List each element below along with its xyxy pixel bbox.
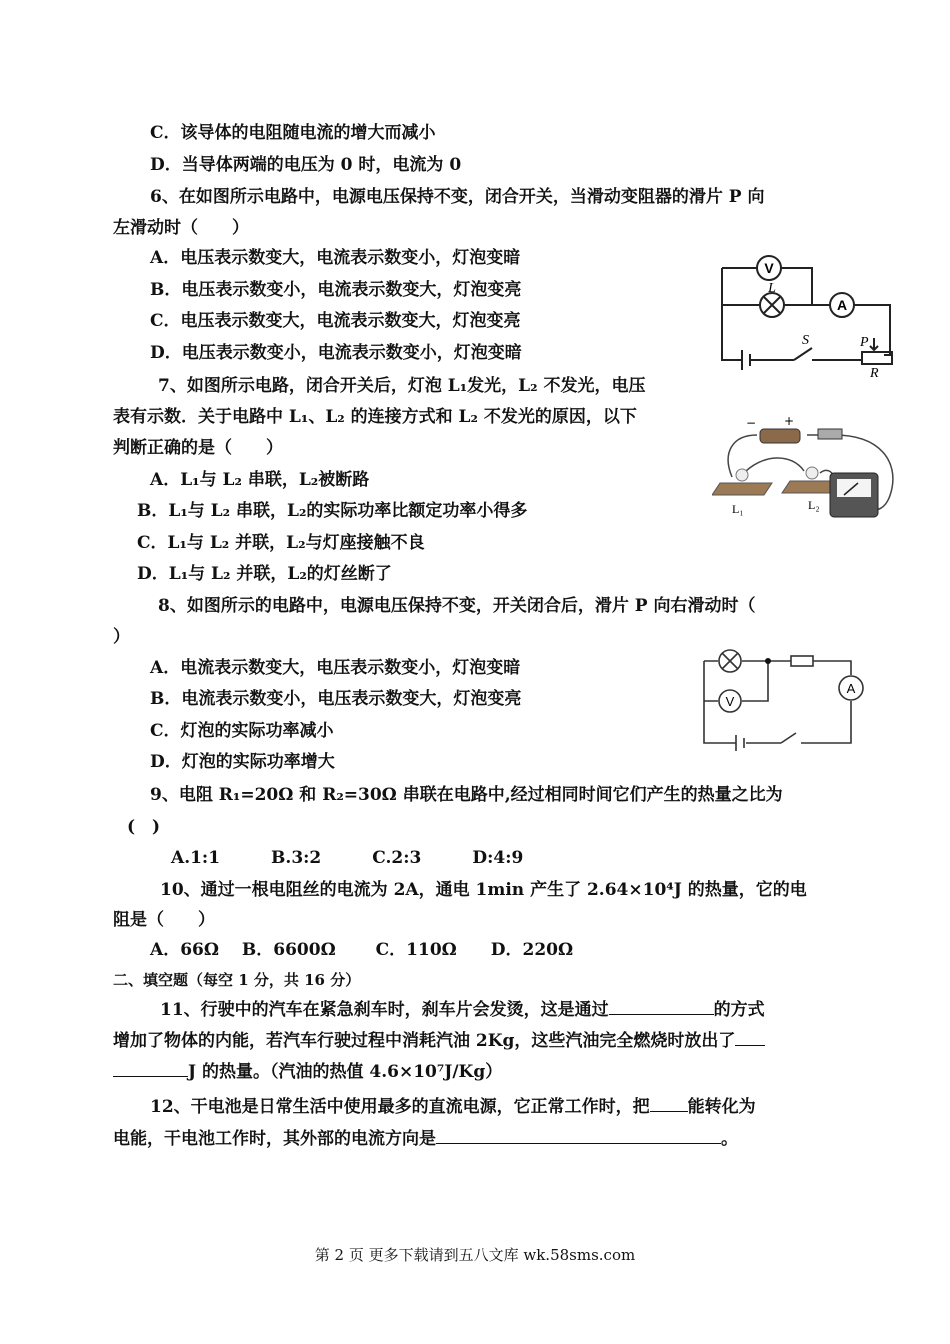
fig1-switch-label: S — [802, 333, 809, 348]
q11-stem-line2 — [113, 1027, 765, 1053]
q7-option-a: A．L₁与 L₂ 串联，L₂被断路 — [150, 470, 370, 490]
fig2-l1-label: L₁ — [732, 502, 744, 516]
fig3-voltmeter-label: V — [725, 694, 735, 709]
fig2-switch — [818, 429, 842, 439]
q9-stem-line1: 9、电阻 R₁=20Ω 和 R₂=30Ω 串联在电路中,经过相同时间它们产生的热量之比为 — [150, 785, 783, 805]
q7-option-b: B．L₁与 L₂ 串联，L₂的实际功率比额定功率小得多 — [137, 501, 528, 521]
q12-stem-line2 — [113, 1125, 738, 1151]
q12-text-part4: 。 — [721, 1129, 738, 1149]
q11-text-part4: J 的热量。（汽油的热值 4.6×10⁷J/Kg） — [188, 1062, 503, 1082]
fig2-l2-bulb — [806, 467, 818, 479]
q12-blank-2[interactable] — [436, 1125, 721, 1144]
q6-option-d: D．电压表示数变小，电流表示数变小，灯泡变暗 — [150, 343, 522, 363]
q7-stem-line3: 判断正确的是（ ） — [113, 438, 283, 458]
q5-option-c: C．该导体的电阻随电流的增大而减小 — [150, 123, 436, 143]
q12-text-part3: 电能，干电池工作时，其外部的电流方向是 — [113, 1129, 436, 1149]
fig1-voltmeter-label: V — [764, 260, 774, 276]
q10-options: A．66Ω B．6600Ω C．110Ω D．220Ω — [150, 940, 574, 960]
fig3-ammeter-label: A — [846, 681, 856, 696]
q8-option-c: C．灯泡的实际功率减小 — [150, 721, 334, 741]
q6-option-a: A．电压表示数变大，电流表示数变小，灯泡变暗 — [150, 248, 521, 268]
q10-stem-line1: 10、通过一根电阻丝的电流为 2A，通电 1min 产生了 2.64×10⁴J 的热量，它的电 — [160, 880, 807, 900]
q7-circuit-photo — [712, 413, 898, 525]
q8-option-d: D．灯泡的实际功率增大 — [150, 752, 335, 772]
q7-stem-line2: 表有示数．关于电路中 L₁、L₂ 的连接方式和 L₂ 不发光的原因，以下 — [113, 407, 637, 427]
q11-text-part3: 增加了物体的内能，若汽车行驶过程中消耗汽油 2Kg，这些汽油完全燃烧时放出了 — [113, 1031, 736, 1051]
q11-text-part2: 的方式 — [713, 1000, 765, 1020]
q12-text-part1: 12、干电池是日常生活中使用最多的直流电源，它正常工作时，把 — [150, 1097, 650, 1117]
fig2-l2-label: L₂ — [808, 498, 820, 512]
q11-blank-2a[interactable] — [735, 1027, 765, 1046]
fig2-voltmeter-dial — [837, 479, 871, 497]
fig1-ammeter-label: A — [836, 297, 848, 313]
q6-stem-line2: 左滑动时（ ） — [113, 218, 249, 238]
q8-stem-line1: 8、如图所示的电路中，电源电压保持不变，开关闭合后，滑片 P 向右滑动时（ — [158, 596, 756, 616]
q11-blank-2b[interactable] — [113, 1058, 188, 1077]
q11-stem-line1 — [160, 996, 765, 1022]
q12-stem-line1 — [150, 1093, 756, 1119]
q11-blank-1[interactable] — [609, 996, 714, 1015]
q7-option-d: D．L₁与 L₂ 并联，L₂的灯丝断了 — [137, 564, 392, 584]
fig1-slider-label: P — [860, 335, 869, 350]
q9-options: A.1:1 B.3:2 C.2:3 D:4:9 — [171, 848, 524, 868]
page-footer: 第 2 页 更多下载请到五八文库 wk.58sms.com — [314, 1246, 636, 1264]
q6-option-b: B．电压表示数变小，电流表示数变大，灯泡变亮 — [150, 280, 522, 300]
fig2-plus-label: + — [784, 414, 795, 428]
q8-option-b: B．电流表示数变小，电压表示数变大，灯泡变亮 — [150, 689, 522, 709]
fig2-l1-bulb — [736, 469, 748, 481]
q8-stem-line2: ） — [113, 627, 130, 647]
q7-stem-line1: 7、如图所示电路，闭合开关后，灯泡 L₁发光，L₂ 不发光，电压 — [158, 376, 646, 396]
fig1-resistor-label: R — [870, 366, 879, 380]
q8-circuit-diagram — [696, 643, 876, 755]
q9-stem-line2: ( ) — [127, 817, 161, 837]
q12-text-part2: 能转化为 — [687, 1097, 756, 1117]
q6-stem-line1: 6、在如图所示电路中，电源电压保持不变，闭合开关，当滑动变阻器的滑片 P 向 — [150, 187, 765, 207]
fig3-junction-dot — [765, 658, 771, 664]
q8-option-a: A．电流表示数变大，电压表示数变小，灯泡变暗 — [150, 658, 521, 678]
q11-stem-line3 — [113, 1058, 502, 1084]
q6-circuit-diagram — [712, 250, 898, 380]
q6-option-c: C．电压表示数变大，电流表示数变大，灯泡变亮 — [150, 311, 521, 331]
q5-option-d: D．当导体两端的电压为 0 时，电流为 0 — [150, 155, 462, 175]
fig2-l1-base — [712, 483, 772, 495]
q7-option-c: C．L₁与 L₂ 并联，L₂与灯座接触不良 — [137, 533, 425, 553]
q12-blank-1[interactable] — [650, 1093, 688, 1112]
fig2-minus-label: − — [746, 416, 757, 430]
fig2-battery — [760, 429, 800, 443]
q10-stem-line2: 阻是（ ） — [113, 910, 215, 930]
section-2-heading: 二、填空题（每空 1 分，共 16 分） — [113, 971, 361, 989]
q11-text-part1: 11、行驶中的汽车在紧急刹车时，刹车片会发烫，这是通过 — [160, 1000, 609, 1020]
fig1-lamp-label: L — [768, 281, 776, 296]
